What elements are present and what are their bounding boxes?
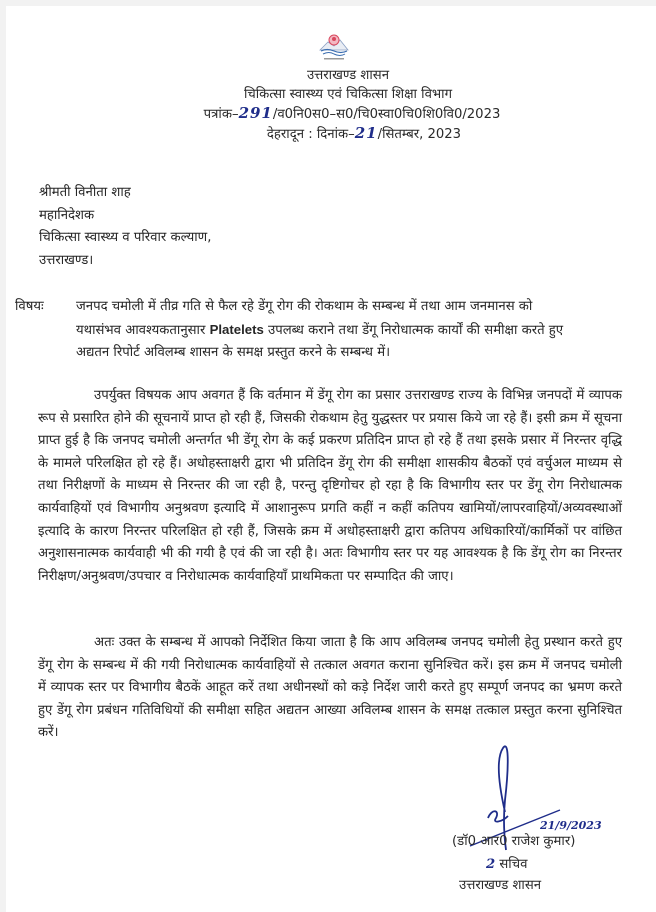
body-paragraph-2: अतः उक्त के सम्बन्ध में आपको निर्देशित किया जाता है कि आप अविलम्ब जनपद चमोली हेतु प्रस्थान करते हुए डेंगू रोग के सम्बन्ध में की गयी निरोधात्मक कार्यवाहियों से तत्काल अवगत कराना सुनिश्चित करें। इस क्रम में जनपद चमोली में व्यापक स्तर पर विभागीय बैठकें आहूत करें तथा अधीनस्थों को कड़े निर्देश जारी करते हुए सम्पूर्ण जनपद का भ्रमण करते हुए डेंगू रोग प्रबंधन गतिविधियों की समीक्षा सहित अद्यतन आख्या अविलम्ब शासन के समक्ष तत्काल प्रस्तुत करना सुनिश्चित करें।	[38, 635, 622, 741]
date-handwritten: 21	[354, 124, 378, 142]
letter-number	[24, 104, 656, 124]
platelets-term: Platelets	[209, 321, 264, 337]
department-heading: चिकित्सा स्वास्थ्य एवं चिकित्सा शिक्षा विभाग	[243, 87, 453, 102]
letter-number-handwritten: 291	[238, 104, 273, 122]
designation-text: सचिव	[499, 857, 528, 872]
signatory-designation	[486, 855, 527, 875]
signatory-office: उत्तराखण्ड शासन	[459, 878, 542, 893]
subject-line-2-start: यथासंभव आवश्यकतानुसार	[76, 322, 210, 338]
subject-line-2-end: उपलब्ध कराने तथा डेंगू निरोधात्मक कार्यों की समीक्षा करते हुए	[263, 322, 564, 338]
government-heading: उत्तराखण्ड शासन	[306, 68, 390, 83]
addressee-state: उत्तराखण्ड।	[39, 252, 94, 268]
letter-number-reference: /व0नि0स0–स0/चि0स्वा0चि0शि0वि0/2023	[272, 107, 501, 122]
addressee-designation: महानिदेशक	[39, 207, 95, 223]
letter-number-label: पत्रांक–	[203, 107, 239, 122]
addressee-block	[39, 182, 211, 272]
addressee-name: श्रीमती विनीता शाह	[39, 185, 131, 200]
signatory-name: (डॉ0 आर0 राजेश कुमार)	[452, 834, 576, 849]
subject-line-3: अद्यतन रिपोर्ट अविलम्ब शासन के समक्ष प्रस्तुत करने के सम्बन्ध में।	[76, 345, 391, 360]
subject-label: विषयः	[15, 299, 44, 314]
subject-line-2	[76, 319, 646, 343]
subject-line-1: जनपद चमोली में तीव्र गति से फैल रहे डेंगू रोग की रोकथाम के सम्बन्ध में तथा आम जनमानस को	[76, 299, 533, 314]
place-date	[36, 124, 656, 144]
uttarakhand-emblem-icon	[317, 30, 351, 62]
place-date-label: देहरादून : दिनांक–	[266, 127, 355, 142]
signature-handwritten-date: 21/9/2023	[540, 819, 602, 832]
date-month-year: /सितम्बर, 2023	[377, 127, 462, 142]
addressee-office: चिकित्सा स्वास्थ्य व परिवार कल्याण,	[39, 230, 212, 245]
subject-text	[76, 296, 646, 365]
body-paragraph-1: उपर्युक्त विषयक आप अवगत हैं कि वर्तमान में डेंगू रोग का प्रसार उत्तराखण्ड राज्य के विभिन्न जनपदों में व्यापक रूप से प्रसारित होने की सूचनायें प्राप्त हो रही हैं, जिसकी रोकथाम हेतु युद्धस्तर पर प्रयास किये जा रहे हैं। इसी क्रम में सूचना प्राप्त हुई है कि जनपद चमोली अन्तर्गत भी डेंगू रोग के कई प्रकरण प्रतिदिन प्राप्त हो रहे हैं तथा इसके प्रसार में निरन्तर वृद्धि के मामले परिलक्षित हो रहे हैं। अधोहस्ताक्षरी द्वारा भी प्रतिदिन डेंगू रोग की समीक्षा शासकीय बैठकों एवं वर्चुअल माध्यम से तथा निरीक्षणों के माध्यम से निरन्तर की जा रही है, परन्तु दृष्टिगोचर हो रहा है कि विभागीय स्तर पर डेंगू रोग निरोधात्मक कार्यवाहियों एवं विभागीय अनुश्रवण इत्यादि में आशानुरूप प्रगति कहीं न कहीं कतिपय खामियों/लापरवाहियों/अव्यवस्थाओं इत्यादि के कारण निरन्तर परिलक्षित हो रही हैं, जिसके क्रम में अधोहस्ताक्षरी द्वारा कतिपय अधिकारियों/कार्मिकों पर वांछित अनुशासनात्मक कार्यवाही भी की गयी है एवं की जा रही है। अतः विभागीय स्तर पर यह आवश्यक है कि डेंगू रोग का निरन्तर निरीक्षण/अनुश्रवण/उपचार व निरोधात्मक कार्यवाहियाँ प्राथमिकता पर सम्पादित की जाए।	[38, 388, 622, 584]
designation-mark: 2	[486, 857, 496, 872]
